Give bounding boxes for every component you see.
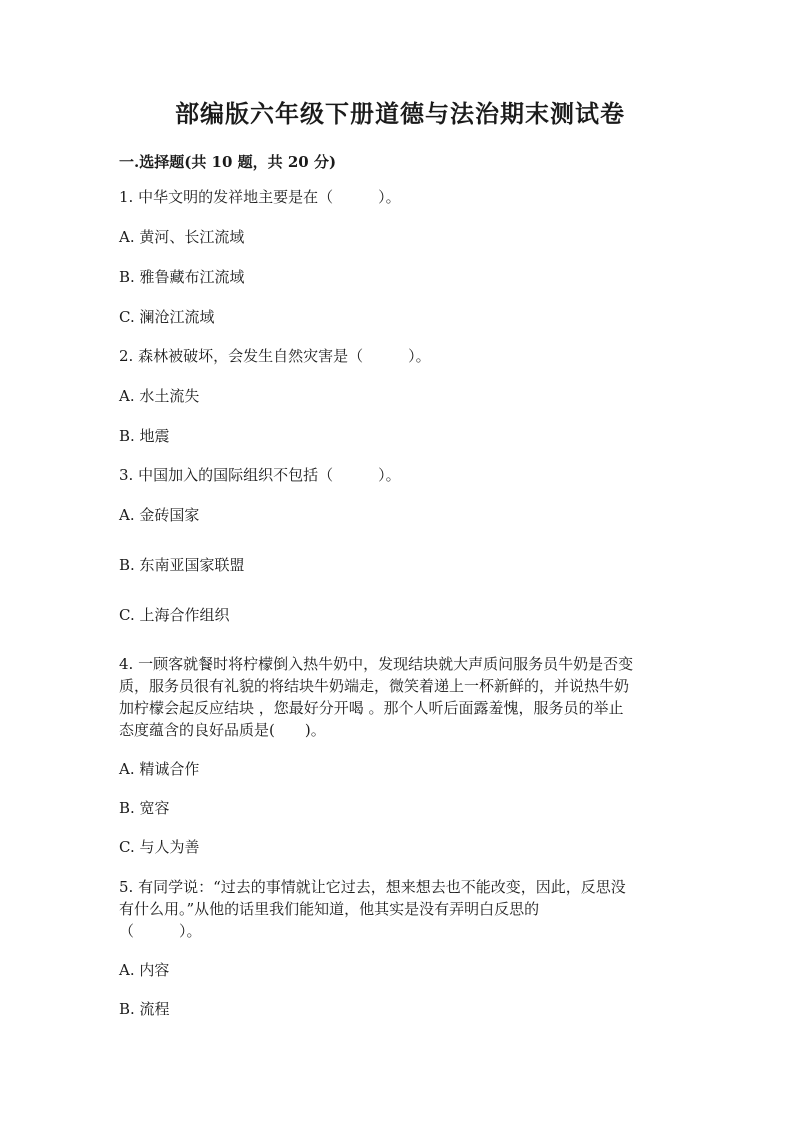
question-3-option-a: A. 金砖国家 [119, 506, 200, 524]
question-4-option-a: A. 精诚合作 [119, 760, 200, 778]
question-3-option-b: B. 东南亚国家联盟 [119, 556, 245, 574]
question-1-stem: 1. 中华文明的发祥地主要是在（ ）。 [119, 188, 401, 206]
question-4-option-b: B. 宽容 [119, 799, 170, 817]
question-4-stem-line: 态度蕴含的良好品质是( )。 [119, 721, 326, 739]
question-2-stem: 2. 森林被破坏，会发生自然灾害是（ ）。 [119, 347, 431, 365]
question-2-option-a: A. 水土流失 [119, 387, 200, 405]
question-5-stem-line: 有什么用。”从他的话里我们能知道，他其实是没有弄明白反思的 [119, 900, 540, 918]
question-4-stem [119, 653, 685, 741]
question-5-option-a: A. 内容 [119, 961, 170, 979]
question-5-stem-line: （ ）。 [119, 922, 202, 940]
question-3-stem: 3. 中国加入的国际组织不包括（ ）。 [119, 466, 401, 484]
exam-title: 部编版六年级下册道德与法治期末测试卷 [175, 99, 625, 128]
question-1-option-c: C. 澜沧江流域 [119, 308, 215, 326]
question-3-option-c: C. 上海合作组织 [119, 606, 230, 624]
question-5-stem-line: 5. 有同学说：“过去的事情就让它过去，想来想去也不能改变，因此，反思没 [119, 878, 626, 896]
question-5-stem [119, 876, 685, 942]
question-1-option-a: A. 黄河、长江流域 [119, 228, 245, 246]
question-2-option-b: B. 地震 [119, 427, 170, 445]
question-4-stem-line: 加柠檬会起反应结块 ，您最好分开喝 。那个人听后面露羞愧，服务员的举止 [119, 699, 624, 717]
question-4-stem-line: 4. 一顾客就餐时将柠檬倒入热牛奶中，发现结块就大声质问服务员牛奶是否变 [119, 655, 634, 673]
question-4-stem-line: 质，服务员很有礼貌的将结块牛奶端走，微笑着递上一杯新鲜的，并说热牛奶 [119, 677, 630, 695]
question-5-option-b: B. 流程 [119, 1000, 170, 1018]
question-1-option-b: B. 雅鲁藏布江流域 [119, 268, 245, 286]
section-heading: 一.选择题(共 10 题，共 20 分) [119, 153, 337, 171]
question-4-option-c: C. 与人为善 [119, 838, 200, 856]
